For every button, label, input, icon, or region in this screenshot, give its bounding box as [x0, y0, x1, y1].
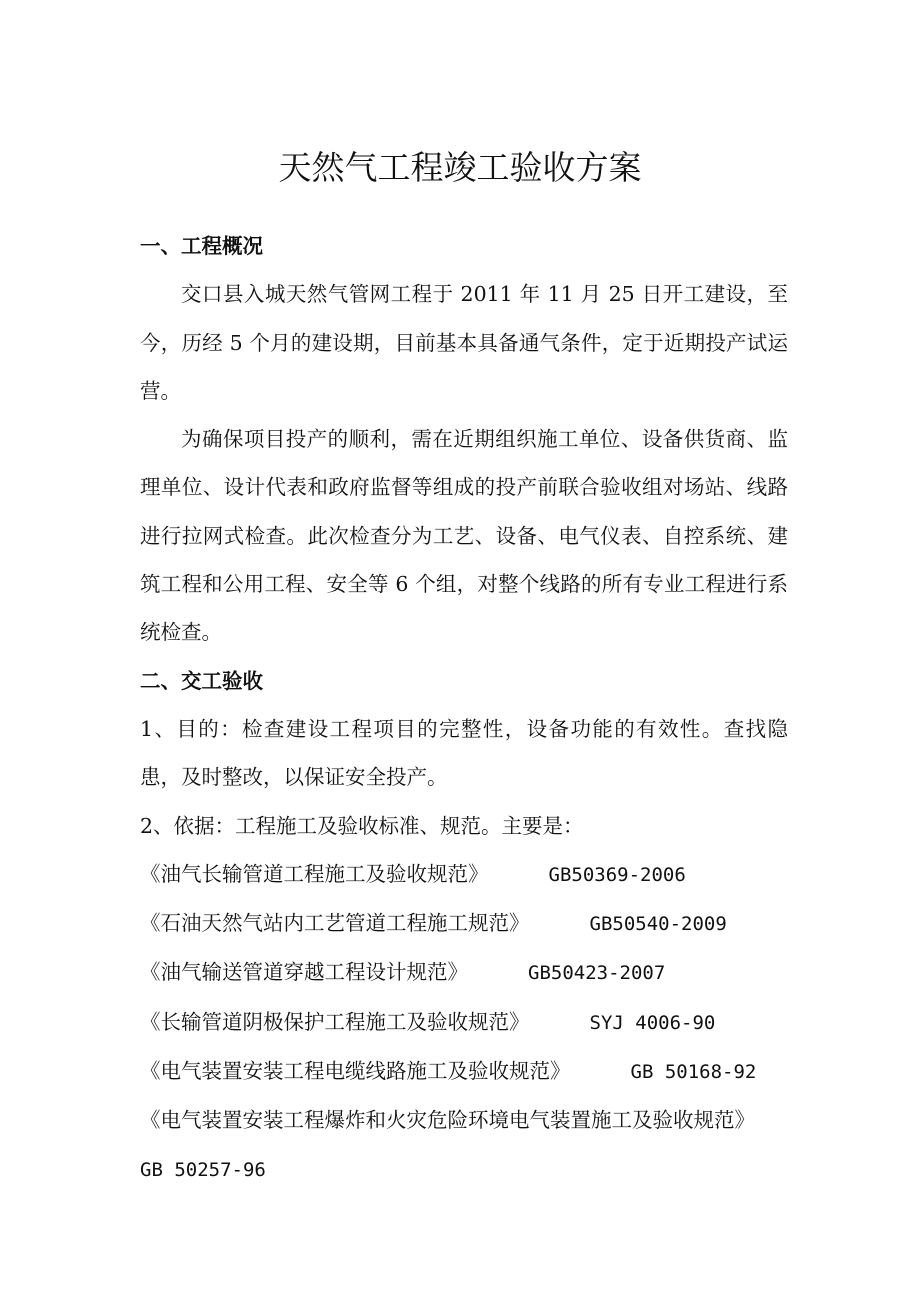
section-heading-overview: 一、工程概况 [140, 234, 263, 258]
document-body [140, 222, 788, 1194]
standard-reference [140, 1096, 788, 1194]
standard-reference [140, 899, 788, 948]
standard-name: 《电气装置安装工程电缆线路施工及验收规范》 [140, 1059, 571, 1084]
standard-code: GB 50168-92 [630, 1061, 757, 1084]
section-heading-acceptance: 二、交工验收 [140, 668, 263, 693]
standard-code: GB50423-2007 [528, 962, 666, 985]
standard-reference [140, 850, 788, 899]
overview-paragraph-2: 为确保项目投产的顺利，需在近期组织施工单位、设备供货商、监理单位、设计代表和政府监督等组成的投产前联合验收组对场站、线路进行拉网式检查。此次检查分为工艺、设备、电气仪表、自控系统、建筑工程和公用工程、安全等 6 个组，对整个线路的所有专业工程进行系统检查。 [140, 427, 788, 645]
standard-reference [140, 998, 788, 1047]
document-title: 天然气工程竣工验收方案 [278, 148, 642, 187]
standard-name: 《油气输送管道穿越工程设计规范》 [140, 960, 468, 985]
standard-name: 《电气装置安装工程爆炸和火灾危险环境电气装置施工及验收规范》 [140, 1108, 755, 1133]
standard-code: SYJ 4006-90 [589, 1011, 716, 1034]
standard-name: 《石油天然气站内工艺管道工程施工规范》 [140, 911, 530, 936]
standard-code: GB 50257-96 [140, 1158, 266, 1181]
standard-code: GB50369-2006 [548, 863, 686, 886]
standard-reference [140, 1047, 788, 1096]
standard-reference [140, 948, 788, 997]
standard-name: 《油气长输管道工程施工及验收规范》 [140, 861, 489, 886]
overview-paragraph-1: 交口县入城天然气管网工程于 2011 年 11 月 25 日开工建设，至今，历经 5 个月的建设期，目前基本具备通气条件，定于近期投产试运营。 [140, 282, 788, 403]
standard-code: GB50540-2009 [589, 913, 727, 936]
standard-name: 《长输管道阴极保护工程施工及验收规范》 [140, 1009, 530, 1034]
acceptance-basis: 2、依据：工程施工及验收标准、规范。主要是： [140, 813, 584, 838]
acceptance-purpose: 1、目的：检查建设工程项目的完整性，设备功能的有效性。查找隐患，及时整改，以保证安全投产。 [140, 716, 788, 790]
